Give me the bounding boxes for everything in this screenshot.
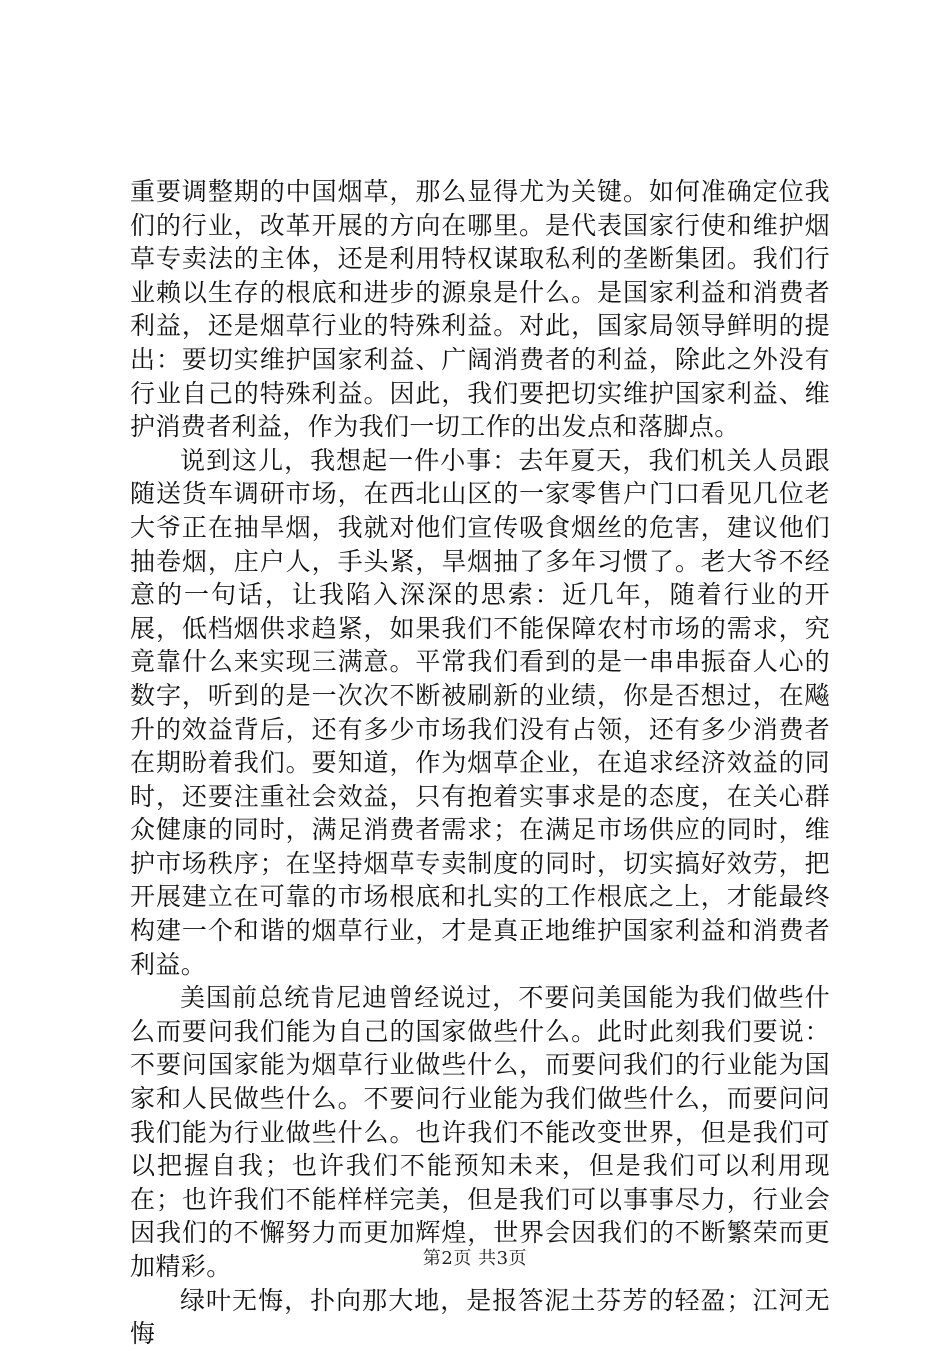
body-text — [130, 175, 830, 1351]
paragraph-kennedy-quote: 美国前总统肯尼迪曾经说过，不要问美国能为我们做些什么而要问我们能为自己的国家做些什么。此时此刻我们要说：不要问国家能为烟草行业做些什么，而要问我们的行业能为国家和人民做些什么。不要问行业能为我们做些什么，而要问问我们能为行业做些什么。也许我们不能改变世界，但是我们可以把握自我；也许我们不能预知未来，但是我们可以利用现在；也许我们不能样样完美，但是我们可以事事尽力，行业会因我们的不懈努力而更加辉煌，世界会因我们的不断繁荣而更加精彩。 — [130, 983, 830, 1281]
paragraph-continuation: 重要调整期的中国烟草，那么显得尤为关键。如何准确定位我们的行业，改革开展的方向在哪里。是代表国家行使和维护烟草专卖法的主体，还是利用特权谋取私利的垄断集团。我们行业赖以生存的根底和进步的源泉是什么。是国家利益和消费者利益，还是烟草行业的特殊利益。对此，国家局领导鲜明的提出：要切实维护国家利益、广阔消费者的利益，除此之外没有行业自己的特殊利益。因此，我们要把切实维护国家利益、维护消费者利益，作为我们一切工作的出发点和落脚点。 — [130, 177, 830, 442]
page-number-footer: 第2页 共3页 — [422, 1248, 528, 1269]
paragraph-anecdote: 说到这儿，我想起一件小事：去年夏天，我们机关人员跟随送货车调研市场，在西北山区的一家零售户门口看见几位老大爷正在抽旱烟，我就对他们宣传吸食烟丝的危害，建议他们抽卷烟，庄户人，手头紧，旱烟抽了多年习惯了。老大爷不经意的一句话，让我陷入深深的思索：近几年，随着行业的开展，低档烟供求趋紧，如果我们不能保障农村市场的需求，究竟靠什么来实现三满意。平常我们看到的是一串串振奋人心的数字，听到的是一次次不断被刷新的业绩，你是否想过，在飚升的效益背后，还有多少市场我们没有占领，还有多少消费者在期盼着我们。要知道，作为烟草企业，在追求经济效益的同时，还要注重社会效益，只有抱着实事求是的态度，在关心群众健康的同时，满足消费者需求；在满足市场供应的同时，维护市场秩序；在坚持烟草专卖制度的同时，切实搞好效劳，把开展建立在可靠的市场根底和扎实的工作根底之上，才能最终构建一个和谐的烟草行业，才是真正地维护国家利益和消费者利益。 — [130, 445, 830, 979]
paragraph-closing-start: 绿叶无悔，扑向那大地，是报答泥土芬芳的轻盈；江河无悔 — [130, 1285, 830, 1349]
